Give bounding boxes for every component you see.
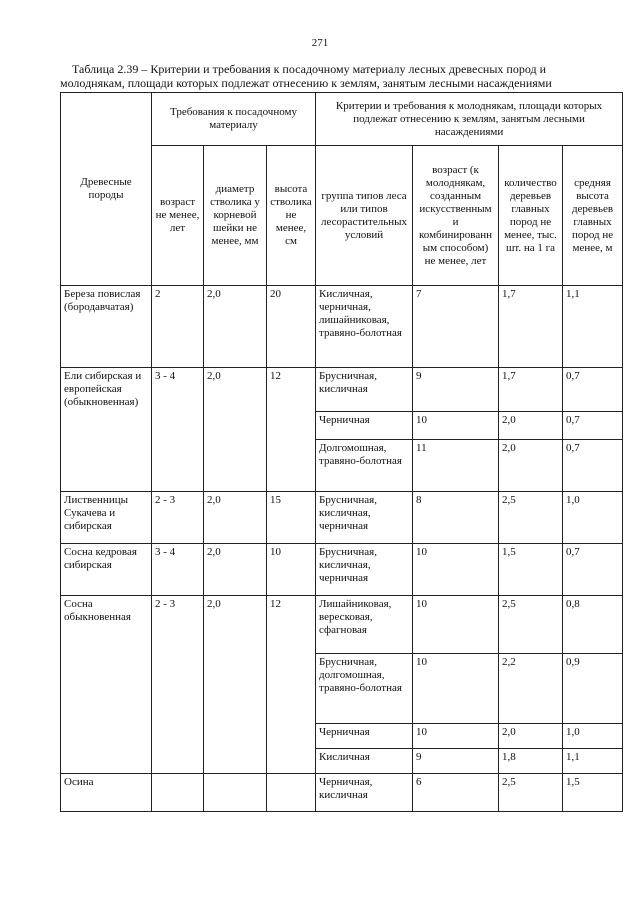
cell-diameter: 2,0	[204, 544, 267, 596]
cell-age: 2	[152, 286, 204, 368]
page-number: 271	[311, 37, 329, 49]
cell-young-age: 10	[413, 596, 499, 654]
cell-species: Сосна кедровая сибирская	[61, 544, 152, 596]
cell-forest-type: Долгомошная, травяно-болотная	[316, 440, 413, 492]
cell-diameter: 2,0	[204, 286, 267, 368]
cell-forest-type: Брусничная, кисличная, черничная	[316, 492, 413, 544]
cell-diameter: 2,0	[204, 368, 267, 492]
cell-young-age: 10	[413, 654, 499, 724]
cell-age: 3 - 4	[152, 544, 204, 596]
cell-young-age: 9	[413, 749, 499, 774]
header-young-stands: Критерии и требования к молоднякам, площади которых подлежат отнесению к землям, занятым лесными насаждениями	[316, 93, 623, 146]
cell-avg-height: 1,1	[563, 749, 623, 774]
cell-avg-height: 0,7	[563, 440, 623, 492]
cell-height: 20	[267, 286, 316, 368]
cell-tree-count: 1,7	[499, 286, 563, 368]
table-body	[61, 286, 623, 812]
header-height: высота стволика не менее, см	[267, 146, 316, 286]
cell-young-age: 10	[413, 544, 499, 596]
cell-young-age: 10	[413, 412, 499, 440]
cell-species: Ели сибирская и европейская (обыкновенная)	[61, 368, 152, 492]
cell-young-age: 8	[413, 492, 499, 544]
cell-forest-type: Черничная, кисличная	[316, 774, 413, 812]
table-caption: Таблица 2.39 – Критерии и требования к посадочному материалу лесных древесных пород и молоднякам, площади которых подлежат отнесению к землям, занятым лесными насаждениями	[60, 62, 552, 90]
cell-tree-count: 1,8	[499, 749, 563, 774]
header-avg-height: средняя высота деревьев главных пород не менее, м	[563, 146, 623, 286]
table-row	[61, 544, 623, 596]
cell-species: Осина	[61, 774, 152, 812]
cell-avg-height: 0,9	[563, 654, 623, 724]
cell-age: 2 - 3	[152, 596, 204, 774]
cell-height: 15	[267, 492, 316, 544]
cell-avg-height: 1,0	[563, 492, 623, 544]
cell-tree-count: 2,5	[499, 596, 563, 654]
header-planting-material: Требования к посадочному материалу	[152, 93, 316, 146]
header-diameter: диаметр стволика у корневой шейки не менее, мм	[204, 146, 267, 286]
cell-young-age: 9	[413, 368, 499, 412]
cell-tree-count: 2,5	[499, 774, 563, 812]
cell-young-age: 6	[413, 774, 499, 812]
cell-young-age: 11	[413, 440, 499, 492]
cell-forest-type: Кисличная, черничная, лишайниковая, травяно-болотная	[316, 286, 413, 368]
cell-age	[152, 774, 204, 812]
header-species: Древесные породы	[61, 93, 152, 286]
cell-tree-count: 2,5	[499, 492, 563, 544]
table-row	[61, 368, 623, 412]
cell-avg-height: 1,1	[563, 286, 623, 368]
cell-forest-type: Лишайниковая, вересковая, сфагновая	[316, 596, 413, 654]
cell-young-age: 7	[413, 286, 499, 368]
cell-forest-type: Кисличная	[316, 749, 413, 774]
criteria-table	[60, 92, 623, 812]
cell-height: 12	[267, 368, 316, 492]
cell-forest-type: Черничная	[316, 412, 413, 440]
table-row	[61, 286, 623, 368]
cell-avg-height: 1,0	[563, 724, 623, 749]
cell-tree-count: 2,0	[499, 412, 563, 440]
table-row	[61, 492, 623, 544]
cell-avg-height: 0,8	[563, 596, 623, 654]
table-row	[61, 774, 623, 812]
cell-tree-count: 2,2	[499, 654, 563, 724]
cell-tree-count: 2,0	[499, 440, 563, 492]
cell-avg-height: 1,5	[563, 774, 623, 812]
cell-avg-height: 0,7	[563, 368, 623, 412]
header-age: возраст не менее, лет	[152, 146, 204, 286]
cell-forest-type: Черничная	[316, 724, 413, 749]
cell-species: Сосна обыкновенная	[61, 596, 152, 774]
cell-height: 12	[267, 596, 316, 774]
cell-age: 2 - 3	[152, 492, 204, 544]
cell-species: Лиственницы Сукачева и сибирская	[61, 492, 152, 544]
cell-forest-type: Брусничная, кисличная	[316, 368, 413, 412]
cell-tree-count: 1,7	[499, 368, 563, 412]
table-row	[61, 596, 623, 654]
cell-tree-count: 1,5	[499, 544, 563, 596]
cell-avg-height: 0,7	[563, 412, 623, 440]
cell-tree-count: 2,0	[499, 724, 563, 749]
header-forest-type: группа типов леса или типов лесорастительных условий	[316, 146, 413, 286]
cell-young-age: 10	[413, 724, 499, 749]
cell-diameter: 2,0	[204, 492, 267, 544]
cell-age: 3 - 4	[152, 368, 204, 492]
cell-species: Береза повислая (бородавчатая)	[61, 286, 152, 368]
cell-forest-type: Брусничная, долгомошная, травяно-болотная	[316, 654, 413, 724]
cell-diameter: 2,0	[204, 596, 267, 774]
cell-height	[267, 774, 316, 812]
cell-diameter	[204, 774, 267, 812]
header-tree-count: количество деревьев главных пород не менее, тыс. шт. на 1 га	[499, 146, 563, 286]
cell-height: 10	[267, 544, 316, 596]
cell-avg-height: 0,7	[563, 544, 623, 596]
header-young-age: возраст (к молоднякам, созданным искусственным и комбинированным способом) не менее, лет	[413, 146, 499, 286]
cell-forest-type: Брусничная, кисличная, черничная	[316, 544, 413, 596]
